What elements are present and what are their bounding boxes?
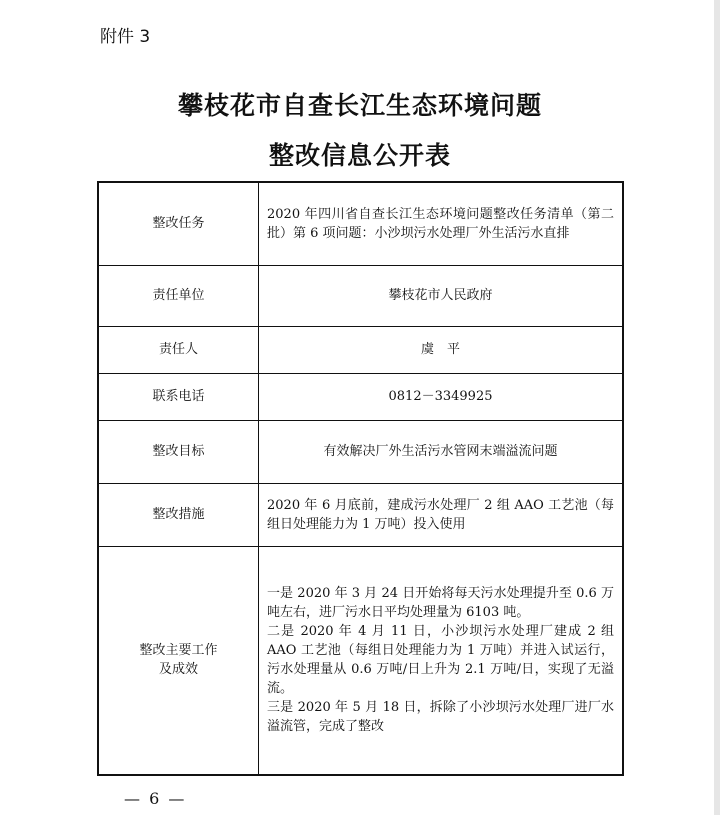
table-row-goal (98, 420, 623, 483)
task-label: 整改任务 (98, 182, 259, 265)
attachment-label: 附件 3 (100, 27, 151, 47)
work-item-1: 一是 2020 年 3 月 24 日开始将每天污水处理提升至 0.6 万吨左右，进厂污水日平均处理量为 6103 吨。 (267, 586, 614, 621)
table-row-unit (98, 265, 623, 326)
phone-value: 0812－3349925 (259, 373, 624, 420)
info-table (97, 181, 624, 776)
phone-label: 联系电话 (98, 373, 259, 420)
table-row-task (98, 182, 623, 265)
task-value: 2020 年四川省自查长江生态环境问题整改任务清单（第二批）第 6 项问题：小沙坝污水处理厂外生活污水直排 (259, 182, 624, 265)
measures-label: 整改措施 (98, 483, 259, 546)
document-subtitle: 整改信息公开表 (268, 141, 451, 170)
table-row-work (98, 546, 623, 775)
unit-label: 责任单位 (98, 265, 259, 326)
person-label: 责任人 (98, 326, 259, 373)
document-title: 攀枝花市自查长江生态环境问题 (177, 91, 542, 120)
work-item-2: 二是 2020 年 4 月 11 日，小沙坝污水处理厂建成 2 组 AAO 工艺池（每组日处理能力为 1 万吨）并进入试运行，污水处理量从 0.6 万吨/日上升为 2.1 万吨/日，实现了无溢流。 (267, 624, 614, 697)
table-row-person (98, 326, 623, 373)
goal-value: 有效解决厂外生活污水管网末端溢流问题 (259, 420, 624, 483)
page-edge (714, 0, 720, 815)
measures-value: 2020 年 6 月底前，建成污水处理厂 2 组 AAO 工艺池（每组日处理能力为 1 万吨）投入使用 (259, 483, 624, 546)
unit-value: 攀枝花市人民政府 (259, 265, 624, 326)
work-label-line2: 及成效 (158, 662, 198, 678)
work-label-line1: 整改主要工作 (139, 643, 218, 659)
page-number: — 6 — (124, 789, 187, 808)
work-value (259, 546, 624, 775)
table-row-measures (98, 483, 623, 546)
work-label (98, 546, 259, 775)
work-item-3: 三是 2020 年 5 月 18 日，拆除了小沙坝污水处理厂进厂水溢流管，完成了整改 (267, 700, 614, 735)
person-value: 虞 平 (259, 326, 624, 373)
table-row-phone (98, 373, 623, 420)
goal-label: 整改目标 (98, 420, 259, 483)
